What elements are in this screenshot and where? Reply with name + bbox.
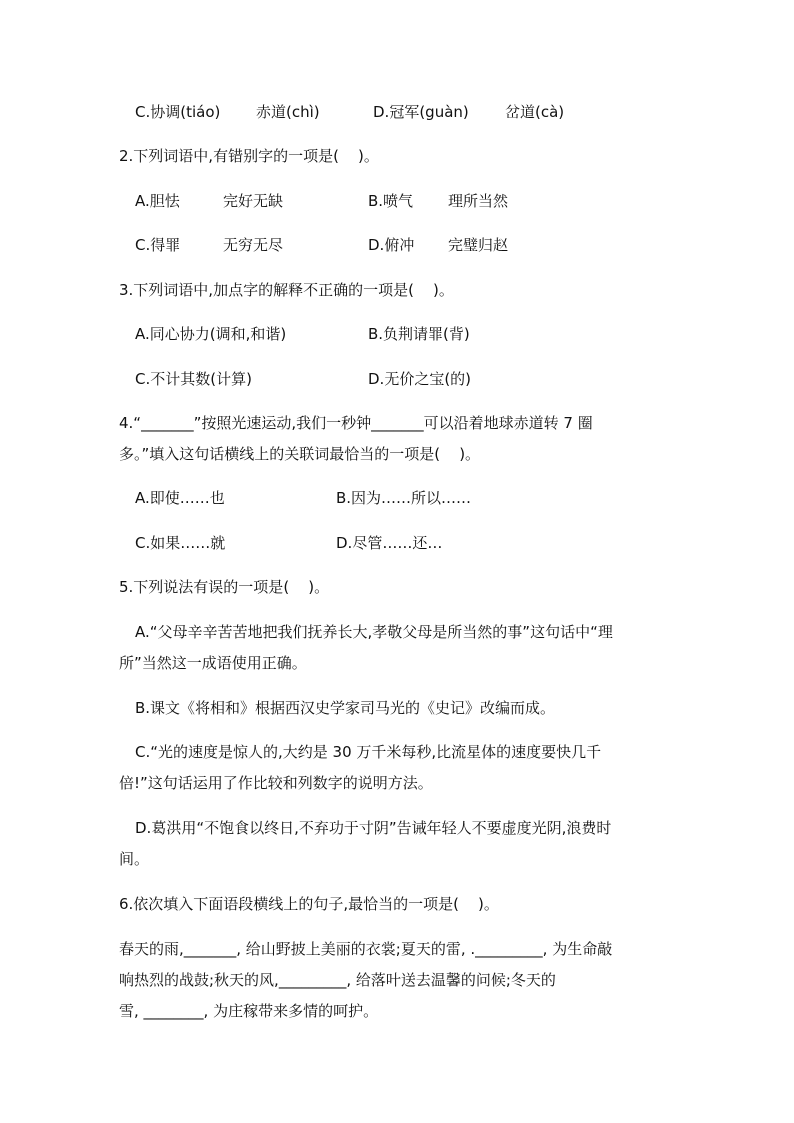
- q2-option-b-word2: 理所当然: [448, 192, 509, 210]
- q3-option-b: B.负荆请罪(背): [368, 325, 470, 343]
- q5-option-c-line2: 倍!”这句话运用了作比较和列数字的说明方法。: [119, 774, 433, 792]
- q4-stem-line1: 4.“_______”按照光速运动,我们一秒钟_______可以沿着地球赤道转 7 圈: [119, 414, 593, 432]
- q4-stem-line2: 多。”填入这句话横线上的关联词最恰当的一项是( )。: [119, 445, 481, 463]
- q5-option-c-line1: C.“光的速度是惊人的,大约是 30 万千米每秒,比流星体的速度要快几千: [135, 743, 602, 761]
- q2-stem: 2.下列词语中,有错别字的一项是( )。: [119, 147, 379, 165]
- q4-option-d: D.尽管……还…: [336, 534, 443, 552]
- q2-option-b: B.喷气: [368, 192, 414, 210]
- q3-option-c: C.不计其数(计算): [135, 370, 252, 388]
- q6-passage-line3: 雪, ________, 为庄稼带来多情的呵护。: [119, 1002, 379, 1020]
- q3-stem: 3.下列词语中,加点字的解释不正确的一项是( )。: [119, 281, 454, 299]
- q3-option-d: D.无价之宝(的): [368, 370, 472, 388]
- q1-option-d-word2: 岔道(cà): [505, 103, 565, 121]
- q5-option-a-line1: A.“父母辛辛苦苦地把我们抚养长大,孝敬父母是所当然的事”这句话中“理: [135, 623, 613, 641]
- q5-option-d-line2: 间。: [119, 850, 150, 868]
- q5-option-d-line1: D.葛洪用“不饱食以终日,不弃功于寸阴”告诫年轻人不要虚度光阴,浪费时: [135, 819, 612, 837]
- q1-option-c-word2: 赤道(chì): [256, 103, 320, 121]
- q1-option-d: D.冠军(guàn): [373, 103, 469, 121]
- q1-option-c: C.协调(tiáo): [135, 103, 221, 121]
- q2-option-c: C.得罪: [135, 236, 181, 254]
- q4-option-a: A.即使……也: [135, 489, 225, 507]
- q6-passage-line1: 春天的雨,_______, 给山野披上美丽的衣裳;夏天的雷, ._________, 为生命敲: [119, 940, 613, 958]
- q3-option-a: A.同心协力(调和,和谐): [135, 325, 287, 343]
- q4-option-c: C.如果……就: [135, 534, 226, 552]
- q2-option-a: A.胆怯: [135, 192, 180, 210]
- q5-option-a-line2: 所”当然这一成语使用正确。: [119, 654, 307, 672]
- q5-option-b: B.课文《将相和》根据西汉史学家司马光的《史记》改编而成。: [135, 699, 556, 717]
- q2-option-d-word2: 完璧归赵: [448, 236, 509, 254]
- q5-stem: 5.下列说法有误的一项是( )。: [119, 578, 330, 596]
- q4-option-b: B.因为……所以……: [336, 489, 472, 507]
- q2-option-a-word2: 完好无缺: [223, 192, 284, 210]
- q2-option-c-word2: 无穷无尽: [223, 236, 284, 254]
- q6-stem: 6.依次填入下面语段横线上的句子,最恰当的一项是( )。: [119, 895, 499, 913]
- q2-option-d: D.俯冲: [368, 236, 415, 254]
- q6-passage-line2: 响热烈的战鼓;秋天的风,_________, 给落叶送去温馨的问候;冬天的: [119, 971, 556, 989]
